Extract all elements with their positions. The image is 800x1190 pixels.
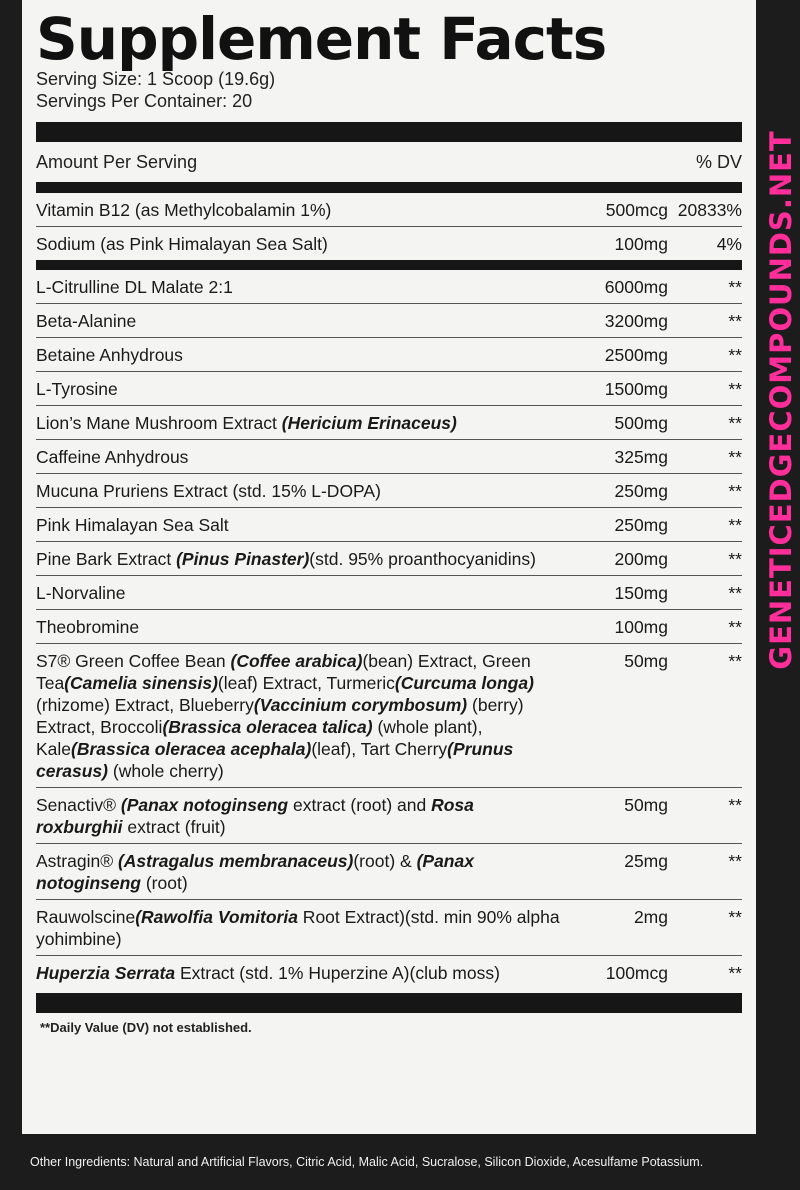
latin-name: (Hericium Erinaceus) [281,413,457,433]
page-title: Supplement Facts [36,5,607,73]
name-part: (whole plant), Kale [36,717,483,759]
table-row-senactiv [36,788,742,844]
divider-thick [36,122,742,142]
table-row [36,270,742,304]
name-part: Astragin® [36,851,118,871]
ingredient-name: Caffeine Anhydrous [36,447,189,467]
ingredient-dv: 4% [716,234,742,254]
supplement-facts-panel [22,0,756,1134]
ingredient-amount: 25mg [624,851,668,871]
latin-name: (Rawolfia Vomitoria [135,907,298,927]
ingredient-name: Pink Himalayan Sea Salt [36,515,229,535]
ingredient-amount: 325mg [614,447,668,467]
ingredient-dv: ** [728,379,742,399]
ingredient-name: Beta-Alanine [36,311,137,331]
table-row [36,304,742,338]
name-part: (bean) Extract, Green Tea [36,651,531,693]
ingredient-dv: ** [728,617,742,637]
name-part: Pine Bark Extract [36,549,177,569]
ingredient-dv: ** [728,481,742,501]
ingredient-dv: ** [728,651,742,671]
table-row [36,576,742,610]
ingredient-amount: 200mg [614,549,668,569]
ingredient-dv: ** [728,515,742,535]
ingredient-dv: ** [728,549,742,569]
ingredient-amount: 250mg [614,515,668,535]
dv-label: % DV [695,151,742,172]
ingredient-amount: 150mg [614,583,668,603]
ingredient-name: L-Norvaline [36,583,126,603]
ingredient-amount: 2mg [633,907,668,927]
ingredient-dv: ** [728,311,742,331]
table-row [36,193,742,227]
ingredient-amount: 3200mg [604,311,668,331]
table-row [36,610,742,644]
latin-name: Rosa roxburghii [36,795,474,837]
ingredient-amount: 50mg [624,651,668,671]
name-part: (root) & [353,851,417,871]
name-part: (root) [140,873,188,893]
ingredient-name: Theobromine [36,617,140,637]
table-row [36,406,742,440]
table-row [36,542,742,576]
divider-small [36,260,742,270]
table-row [36,372,742,406]
ingredient-amount: 50mg [624,795,668,815]
name-part: Rauwolscine [36,907,136,927]
brand-watermark-text: GENETICEDGECOMPOUNDS.NET [764,130,798,670]
other-ingredients: Other Ingredients: Natural and Artificial Flavors, Citric Acid, Malic Acid, Sucralose, Silicon Dioxide, Acesulfame Potassium. [30,1155,704,1169]
table-row [36,474,742,508]
name-part: extract (root) and [288,795,432,815]
ingredient-name: Vitamin B12 (as Methylcobalamin 1%) [36,200,332,220]
ingredient-name [36,548,568,570]
name-part: (berry) Extract, Broccoli [36,695,524,737]
ingredient-amount: 500mg [614,413,668,433]
ingredient-name [36,850,568,894]
table-row-astragin [36,844,742,900]
table-header [36,142,742,182]
latin-name: (Brassica oleracea talica) [162,717,373,737]
divider-thick-bottom [36,993,742,1013]
ingredient-dv: 20833% [677,200,742,220]
ingredient-dv: ** [728,963,742,983]
ingredient-amount: 500mcg [605,200,668,220]
latin-name: Huperzia Serrata [36,963,176,983]
name-part: Root Extract)(std. min 90% alpha yohimbine) [36,907,560,949]
ingredient-amount: 1500mg [604,379,668,399]
latin-name: (Coffee arabica) [230,651,363,671]
table-row [36,227,742,260]
ingredient-amount: 250mg [614,481,668,501]
ingredient-amount: 100mg [614,617,668,637]
ingredient-name: L-Tyrosine [36,379,118,399]
ingredient-name [36,794,568,838]
name-part: S7® Green Coffee Bean [36,651,231,671]
name-part: Extract (std. 1% Huperzine A)(club moss) [175,963,500,983]
footnote: **Daily Value (DV) not established. [40,1020,252,1035]
ingredient-name: L-Citrulline DL Malate 2:1 [36,277,233,297]
ingredient-name [36,412,568,434]
divider-medium [36,182,742,193]
ingredient-dv: ** [728,907,742,927]
name-part: (std. 95% proanthocyanidins) [309,549,536,569]
ingredient-name: Betaine Anhydrous [36,345,183,365]
table-row-rauwolscine [36,900,742,956]
table-row [36,508,742,542]
name-part: (leaf) Extract, Turmeric [217,673,395,693]
latin-name: (Prunus cerasus) [36,739,514,781]
ingredient-dv: ** [728,583,742,603]
latin-name: (Panax notoginseng [36,851,474,893]
name-part: (whole cherry) [108,761,224,781]
amount-per-serving-label: Amount Per Serving [36,151,198,172]
ingredient-amount: 6000mg [604,277,668,297]
latin-name: (Brassica oleracea acephala) [71,739,312,759]
table-row-s7 [36,644,742,788]
ingredient-dv: ** [728,851,742,871]
name-part: Senactiv® [36,795,121,815]
ingredient-name [36,906,568,950]
ingredient-amount: 100mcg [605,963,668,983]
servings-per-container: Servings Per Container: 20 [36,91,253,111]
name-part: (rhizome) Extract, Blueberry [36,695,254,715]
ingredient-dv: ** [728,795,742,815]
latin-name: (Astragalus membranaceus) [117,851,354,871]
ingredient-name [36,962,568,984]
name-part: Lion’s Mane Mushroom Extract [36,413,282,433]
ingredient-name: Sodium (as Pink Himalayan Sea Salt) [36,234,328,254]
ingredient-amount: 100mg [614,234,668,254]
ingredient-amount: 2500mg [604,345,668,365]
latin-name: (Panax notoginseng [120,795,289,815]
name-part: (leaf), Tart Cherry [311,739,448,759]
serving-size: Serving Size: 1 Scoop (19.6g) [36,69,276,89]
latin-name: (Vaccinium corymbosum) [253,695,468,715]
table-row [36,338,742,372]
ingredient-dv: ** [728,413,742,433]
ingredient-dv: ** [728,277,742,297]
ingredient-name: Mucuna Pruriens Extract (std. 15% L-DOPA) [36,481,381,501]
ingredient-name [36,650,568,782]
table-row-huperzia [36,956,742,989]
latin-name: (Camelia sinensis) [64,673,218,693]
table-row [36,440,742,474]
name-part: extract (fruit) [122,817,226,837]
latin-name: (Curcuma longa) [394,673,534,693]
brand-watermark [764,20,798,780]
ingredient-dv: ** [728,345,742,365]
ingredient-dv: ** [728,447,742,467]
latin-name: (Pinus Pinaster) [176,549,310,569]
